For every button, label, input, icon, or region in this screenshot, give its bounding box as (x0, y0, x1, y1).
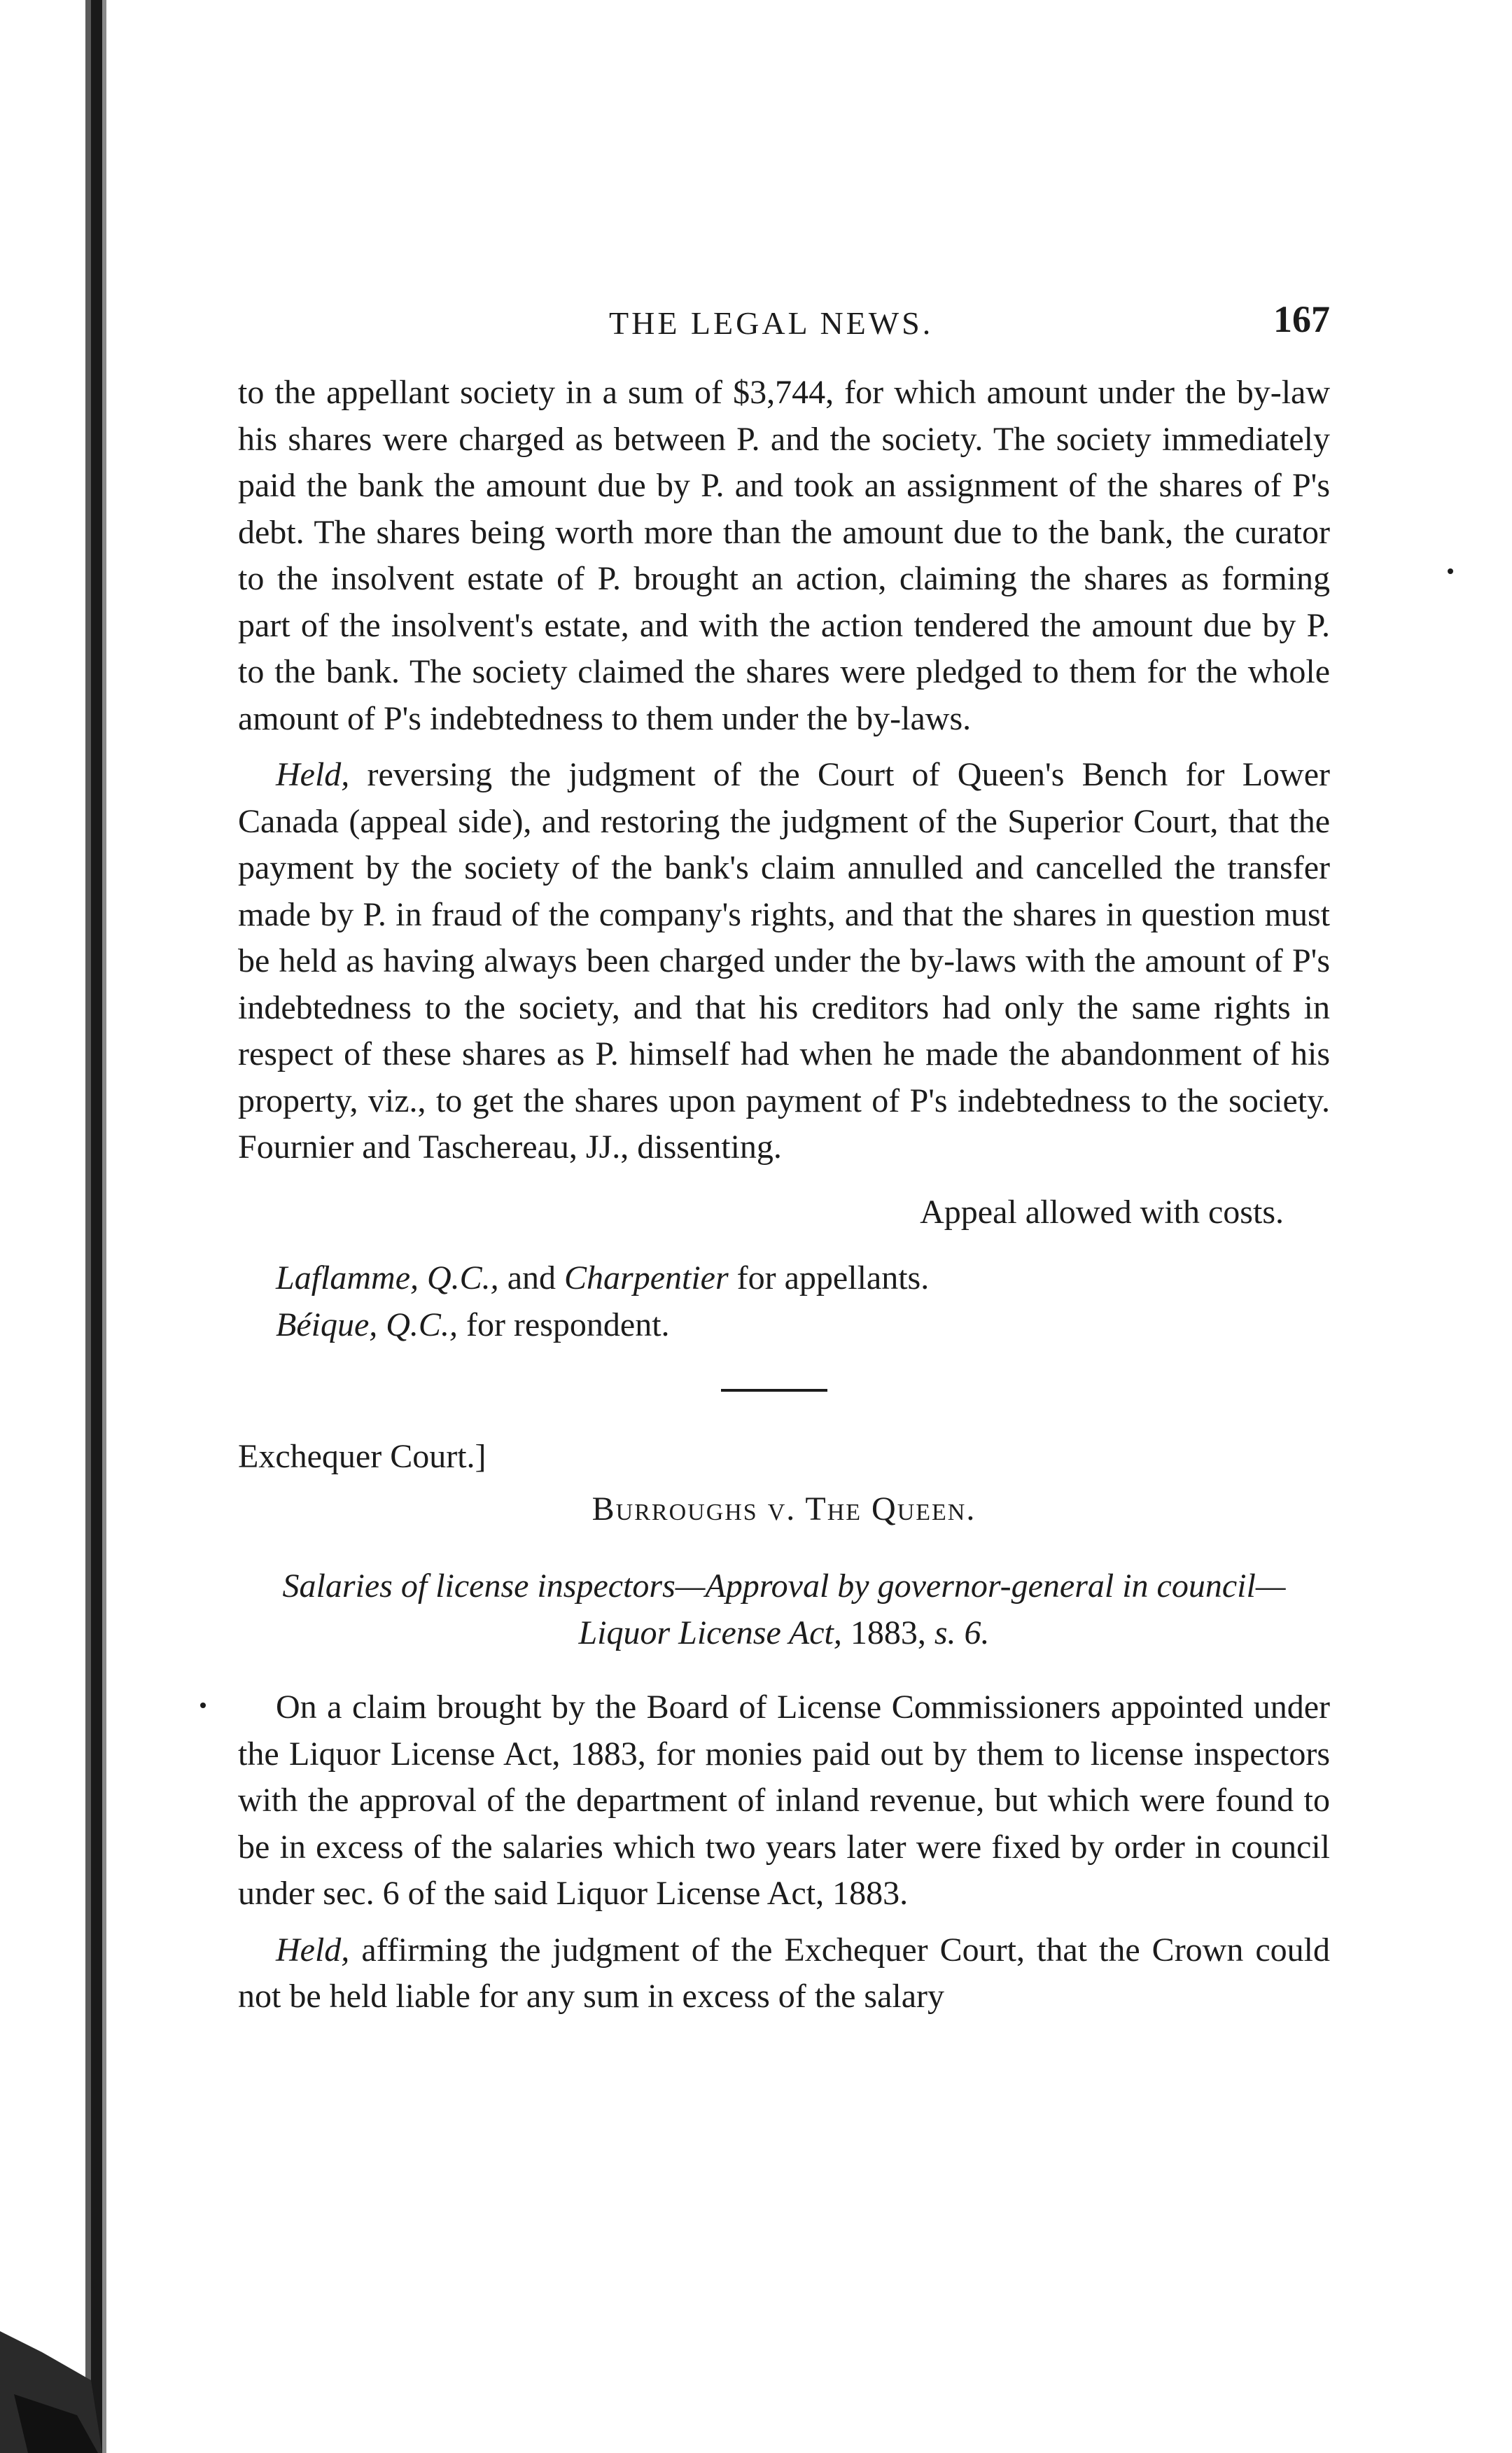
counsel-appellants-names: Laflamme, Q.C., (276, 1259, 499, 1297)
held-label: Held, (276, 756, 350, 793)
case2-held-label: Held, (276, 1931, 350, 1969)
headnote-year: 1883, (841, 1614, 934, 1651)
case1-facts-paragraph: to the appellant society in a sum of $3,744, for which amount under the by-law his shares were charged as between P. and the society. The society immediately paid the bank the amount due by P. and took an assignment of the shares of P's debt. The shares being worth more than the amount due to the bank, the curator to the insolvent estate of P. brought an action, claiming the shares as forming part of the insolvent's estate, and with the action tendered the amount due by P. to the bank. The society claimed the shares were pledged to them for the whole amount of P's indebtedness to them under the by-laws. (238, 374, 1330, 737)
section-divider (238, 1348, 1330, 1425)
case1-disposition: Appeal allowed with costs. (920, 1193, 1284, 1231)
counsel-respondent-names: Béique, Q.C., (276, 1306, 458, 1343)
case2-court: Exchequer Court.] (238, 1438, 486, 1475)
headnote-italic: Salaries of license inspectors—Approval by governor-general in council—Liquor License Act, (282, 1567, 1286, 1651)
case2-headnote (238, 1563, 1330, 1656)
case2-held-paragraph (238, 1927, 1330, 2020)
page-header (238, 298, 1330, 354)
counsel-appellants-role: for appellants. (728, 1259, 930, 1297)
case2-facts-paragraph: On a claim brought by the Board of License Commissioners appointed under the Liquor License Act, 1883, for monies paid out by them to license inspectors with the approval of the department of inland revenue, but which were found to be in excess of the salaries which two years later were fixed by order in council under sec. 6 of the said Liquor License Act, 1883. (238, 1689, 1330, 1912)
headnote-section: s. 6. (934, 1614, 990, 1651)
page-body (238, 370, 1330, 2020)
stray-ink-dot (200, 1703, 206, 1708)
held-text: reversing the judgment of the Court of Queen's Bench for Lower Canada (appeal side), and restoring the judgment of the Superior Court, that the payment by the society of the bank's claim annulled and cancelled the transfer made by P. in fraud of the company's rights, and that the shares in question must be held as having always been charged under the by-laws with the amount of P's indebtedness to the society, and that his creditors had only the same rights in respect of these shares as P. himself had when he made the abandonment of his property, viz., to get the shares upon payment of P's indebtedness to the society. Fournier and Taschereau, JJ., dissenting. (238, 756, 1330, 1166)
counsel-appellants-second: Charpentier (564, 1259, 729, 1297)
counsel-respondent (276, 1302, 1330, 1349)
counsel-block (238, 1255, 1330, 1348)
counsel-appellants-and: and (498, 1259, 564, 1297)
page-content (238, 0, 1330, 2453)
case1-held-paragraph (238, 752, 1330, 1171)
counsel-appellants (276, 1255, 1330, 1302)
page-number: 167 (1273, 298, 1330, 340)
stray-ink-dot (1448, 568, 1453, 574)
running-head: THE LEGAL NEWS. (609, 305, 934, 341)
counsel-respondent-role: for respondent. (457, 1306, 670, 1343)
book-spine-shadow (0, 0, 126, 2453)
divider-rule (721, 1389, 827, 1392)
case2-title: Burroughs v. The Queen. (592, 1490, 976, 1528)
case2-held-text: affirming the judgment of the Exchequer Court, that the Crown could not be held liable for any sum in excess of the salary (238, 1931, 1330, 2015)
